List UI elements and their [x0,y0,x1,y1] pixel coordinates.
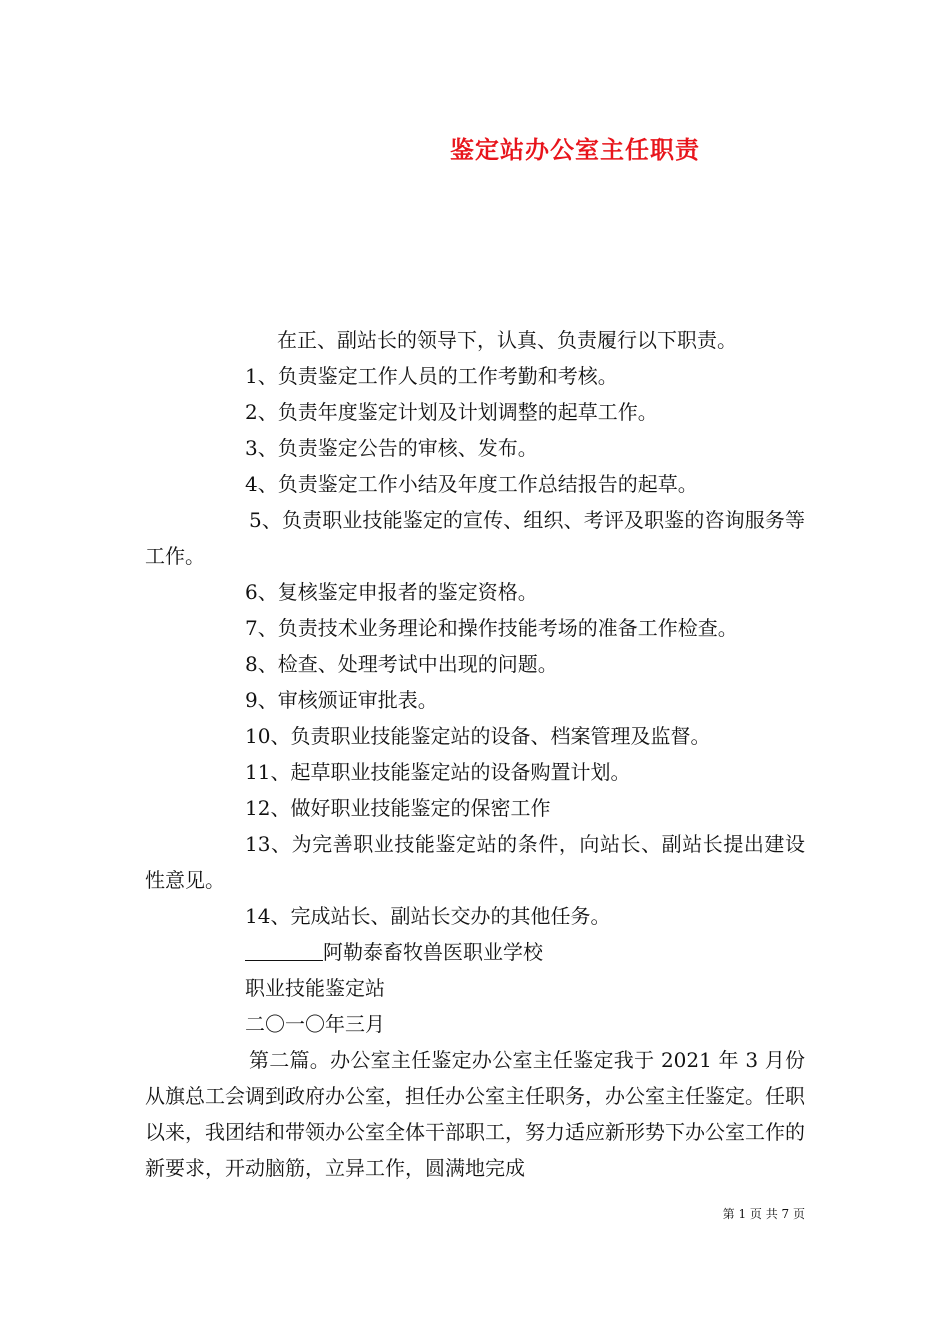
second-part-paragraph: 第二篇。办公室主任鉴定办公室主任鉴定我于 2021 年 3 月份从旗总工会调到政府办公室，担任办公室主任职务，办公室主任鉴定。任职以来，我团结和带领办公室全体干部职工，努力适应新形势下办公室工作的新要求，开动脑筋，立异工作，圆满地完成 [145,1048,805,1180]
duty-item-8: 8、检查、处理考试中出现的问题。 [245,652,558,676]
duty-item-2: 2、负责年度鉴定计划及计划调整的起草工作。 [245,400,658,424]
signature-date: 二〇一〇年三月 [245,1012,385,1036]
duty-item-10: 10、负责职业技能鉴定站的设备、档案管理及监督。 [245,724,711,748]
duty-item-1: 1、负责鉴定工作人员的工作考勤和考核。 [245,364,618,388]
signature-station: 职业技能鉴定站 [245,976,385,1000]
document-title [0,133,950,167]
signature-school-line [145,934,805,970]
duty-item-3: 3、负责鉴定公告的审核、发布。 [245,436,538,460]
duty-item-13: 13、为完善职业技能鉴定站的条件，向站长、副站长提出建设性意见。 [145,832,805,892]
duty-item-6: 6、复核鉴定申报者的鉴定资格。 [245,580,538,604]
duty-item-7: 7、负责技术业务理论和操作技能考场的准备工作检查。 [245,616,738,640]
duty-item-12: 12、做好职业技能鉴定的保密工作 [245,796,551,820]
intro-paragraph: 在正、副站长的领导下，认真、负责履行以下职责。 [277,328,737,352]
title-text: 鉴定站办公室主任职责 [450,135,700,164]
duty-item-4: 4、负责鉴定工作小结及年度工作总结报告的起草。 [245,472,698,496]
signature-blank-line [245,940,323,961]
duty-item-5: 5、负责职业技能鉴定的宣传、组织、考评及职鉴的咨询服务等工作。 [145,508,805,568]
document-body [145,322,805,1186]
duty-item-11: 11、起草职业技能鉴定站的设备购置计划。 [245,760,631,784]
signature-school: 阿勒泰畜牧兽医职业学校 [323,940,543,964]
duty-item-9: 9、审核颁证审批表。 [245,688,438,712]
duty-item-14: 14、完成站长、副站长交办的其他任务。 [245,904,611,928]
page-number: 第 1 页 共 7 页 [722,1207,805,1221]
